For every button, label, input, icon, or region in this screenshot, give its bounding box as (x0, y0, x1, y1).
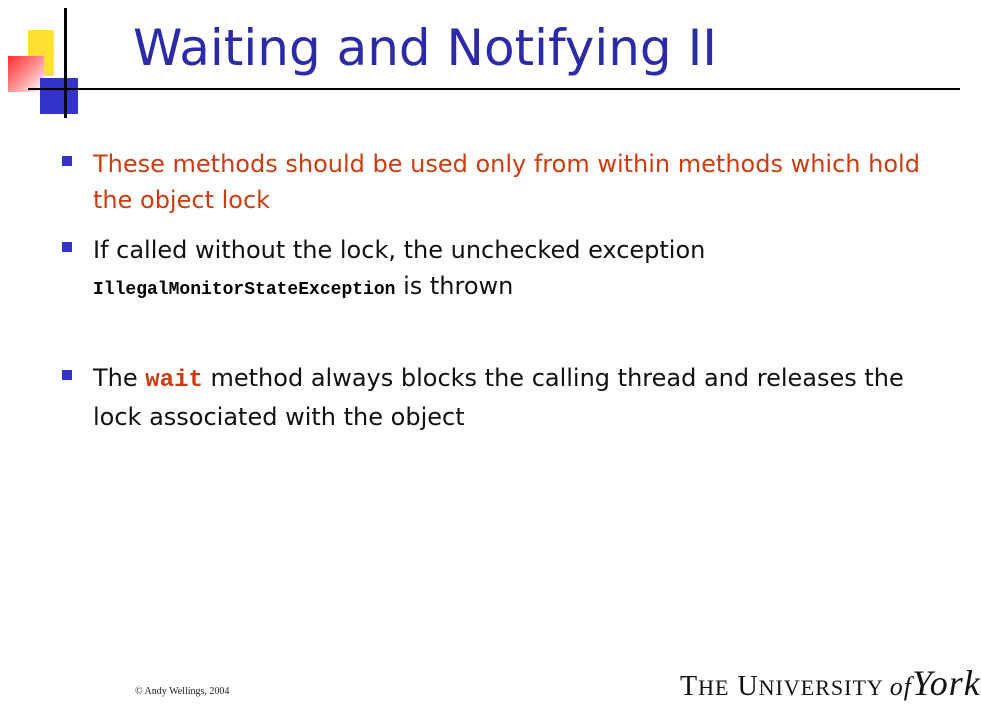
logo-text: U (737, 671, 759, 702)
bullet-square-icon (62, 156, 72, 166)
logo-text: NIVERSITY (758, 675, 884, 700)
decoration-red-block (8, 56, 44, 92)
bullet-item (60, 360, 920, 435)
bullet-item (60, 232, 920, 308)
bullet-text: If called without the lock, the unchecked exception (93, 236, 706, 264)
bullet-text: The (93, 364, 146, 392)
logo-text: of (889, 672, 913, 701)
bullet-text: These methods should be used only from within methods which hold the object lock (93, 150, 920, 214)
slide-title: Waiting and Notifying II (133, 19, 718, 77)
footer-copyright: © Andy Wellings, 2004 (135, 686, 230, 697)
logo-text: T (680, 671, 699, 702)
decoration-vertical-line (64, 8, 67, 118)
title-underline (28, 88, 960, 90)
bullet-text: is thrown (395, 272, 514, 300)
slide-decoration (0, 0, 90, 130)
logo-text: HE (698, 675, 730, 700)
bullet-square-icon (62, 242, 72, 252)
bullet-item (60, 146, 920, 218)
bullet-text: method always blocks the calling thread and releases the lock associated with the object (93, 364, 904, 431)
bullet-list (60, 146, 920, 449)
bullet-code: wait (145, 367, 203, 394)
bullet-code: IllegalMonitorStateException (93, 280, 396, 300)
logo-text: York (912, 663, 981, 703)
university-logo (680, 662, 981, 704)
decoration-blue-block (40, 78, 78, 114)
bullet-square-icon (62, 370, 72, 380)
